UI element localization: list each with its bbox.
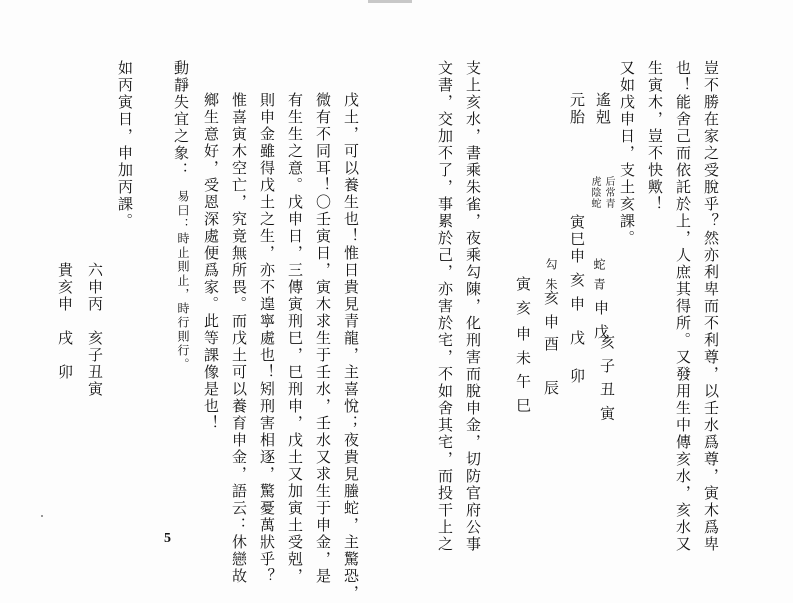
chart-general-top: 后常青 (603, 176, 614, 209)
chart-col3-end: 戊 (568, 330, 586, 347)
left-body-line-5: 惟喜寅木空亡，究竟無所畏。而戊土可以養育申金，語云：休戀故 (230, 92, 248, 585)
dongjing-heading: 動靜失宜之象： (172, 60, 190, 179)
left-body-line-1: 戊土，可以養生也！惟日貴見青龍，主喜悅；夜貴見螣蛇，主驚恐， (342, 92, 360, 602)
chart2-row-1: 六申丙 亥子丑寅 (86, 262, 104, 398)
chart-top-right-3: 辰 (542, 380, 560, 397)
chart-col5-low: 申 未 午 巳 (514, 326, 532, 415)
chart-branches: 寅巳申 (568, 214, 586, 265)
chart-col3-mid: 申 戊 (592, 300, 610, 341)
scan-speck (41, 515, 43, 517)
chart-col4-mid: 亥 申 (542, 290, 560, 331)
chart-label-yuantai: 元胎 (568, 92, 586, 126)
chart-label-yaoke: 遙剋 (594, 92, 612, 126)
chart-col5-top: 寅 亥 (514, 276, 532, 317)
left-body-line-2: 微有不同耳！〇壬寅日，寅木求生于壬水，壬水又求生于申金，是 (314, 92, 332, 585)
right-body-line-3: 生寅木，豈不快歟！ (646, 60, 664, 213)
scan-edge-mark (368, 0, 412, 3)
right-body-line-2: 也！能舍己而依託於上，人庶其得所。又發用生中傳亥水，亥水又 (674, 60, 692, 553)
yi-quote: 易曰：時止則止，時行則行。 (176, 190, 190, 372)
chart-col3-low: 亥 申 (568, 272, 586, 313)
chart-col4-top: 勾 朱 (544, 258, 558, 292)
page-number: 5 (164, 531, 171, 546)
chart-general-bottom: 虎陰蛇 (589, 176, 600, 209)
left-body-line-6: 鄉生意好，受恩深處便爲家。此等課像是也！ (202, 92, 220, 432)
example-line: 如丙寅日，申加丙課。 (116, 60, 134, 230)
chart-top-right-1: 亥 子 丑 寅 (598, 334, 616, 423)
left-body-line-4: 則申金雖得戊土之生，亦不遑寧處也！矧刑害相逐，驚憂萬狀乎？ (258, 92, 276, 585)
right-body-line-4: 又如戊申日，支土亥課。 (618, 60, 636, 247)
chart-top-right-2: 卯 (568, 368, 586, 385)
chart2-row-2: 貴亥申 戌 卯 (56, 262, 74, 381)
right-body-line-1: 豈不勝在家之受脫乎？然亦利卑而不利尊，以壬水爲尊，寅木爲卑 (702, 60, 720, 553)
chart-col3-top: 蛇 青 (592, 258, 606, 292)
left-body-line-3: 有生生之意。戊申日，三傳寅刑巳，巳刑申，戊土又加寅土受剋， (286, 92, 304, 585)
right-body-line-5: 支上亥水，書乘朱雀，夜乘勾陳，化刑害而脫申金，切防官府公事 (464, 60, 482, 553)
right-body-line-6: 文書，交加不了，事累於己，亦害於宅，不如舍其宅，而投干上之 (436, 60, 454, 553)
chart-col4-low: 酉 (542, 336, 560, 353)
